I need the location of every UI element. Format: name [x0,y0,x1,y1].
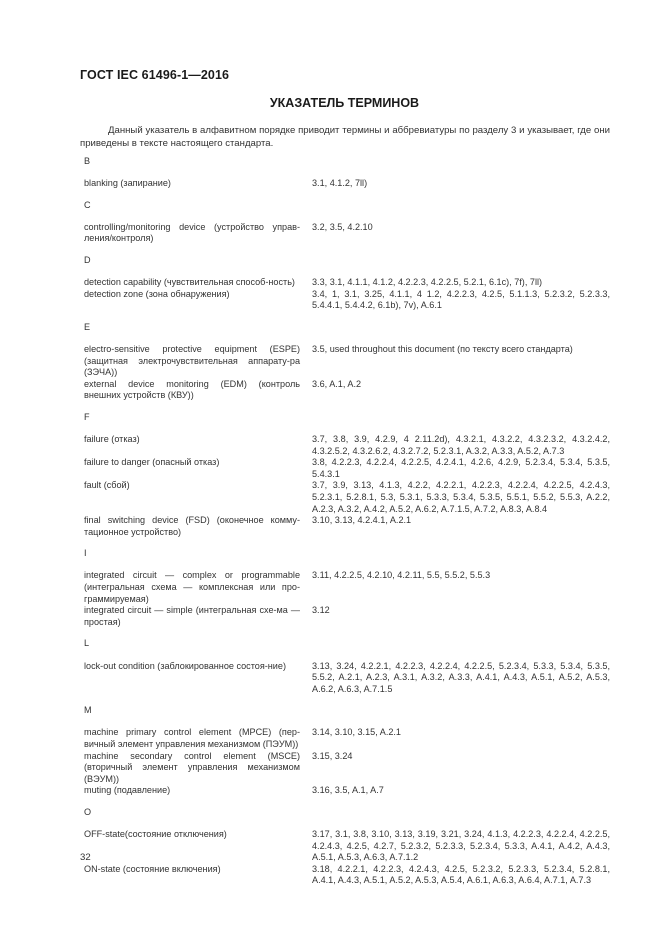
entry-term: controlling/monitoring device (устройство управ-ления/контроля) [84,221,300,244]
entry-refs: 3.4, 1, 3.1, 3.25, 4.1.1, 4 1.2, 4.2.2.3, 4.2.5, 5.1.1.3, 5.2.3.2, 5.2.3.3, 5.4.4.1, 5.4.4.2, 6.1b), 7v), A.6.1 [312,288,610,311]
entry-refs: 3.10, 3.13, 4.2.4.1, A.2.1 [312,515,412,526]
section-letter: F [84,411,90,422]
entry-term: electro-sensitive protective equipment (ESPE) (защитная электрочувствительная аппарату-ра (ЗЭЧА)) [84,343,300,378]
section-letter: D [84,254,91,265]
index-entry [84,379,610,402]
entry-refs: 3.2, 3.5, 4.2.10 [312,221,373,232]
index-entry [84,289,610,312]
index-entry [84,277,610,289]
section-letter: B [84,156,91,166]
entry-refs: 3.5, used throughout this document (по тексту всего стандарта) [312,343,573,354]
entry-term: detection zone (зона обнаружения) [84,288,230,299]
index-section-c [84,200,610,245]
intro-text: Данный указатель в алфавитном порядке приводит термины и аббревиатуры по разделу 3 и указывает, где они приведены в тексте настоящего стандарта. [80,125,610,149]
entry-term: failure to danger (опасный отказ) [84,457,220,468]
index-section-b [84,156,610,190]
index-section-i [84,548,610,628]
page-number: 32 [80,852,91,863]
section-letter: O [84,806,92,817]
index-entry [84,829,610,864]
index-entry [84,570,610,605]
section-letter: M [84,705,92,716]
entry-refs: 3.18, 4.2.2.1, 4.2.2.3, 4.2.4.3, 4.2.5, 5.2.3.2, 5.2.3.3, 5.2.3.4, 5.2.8.1, A.4.1, A.4.3, A.5.1, A.5.2, A.5.3, A.5.4, A.6.1, A.6.3, A.6.4, A.7.1, A.7.3 [312,863,610,886]
index-entry [84,864,610,887]
entry-refs: 3.6, A.1, A.2 [312,378,362,389]
entry-term: ON-state (состояние включения) [84,863,221,874]
index-section-d [84,255,610,312]
index-section-m [84,705,610,797]
entry-refs: 3.16, 3.5, A.1, A.7 [312,785,384,796]
entry-term: machine secondary control element (MSCE) (вторичный элемент управления механизмом (ВЭУМ)) [84,750,300,784]
index-section-f [84,412,610,538]
index-entry [84,727,610,750]
entry-refs: 3.13, 3.24, 4.2.2.1, 4.2.2.3, 4.2.2.4, 4.2.2.5, 5.2.3.4, 5.3.3, 5.3.4, 5.3.5, 5.5.2, A.2.1, A.2.3, A.3.1, A.3.2, A.3.3, A.4.1, A.4.3, A.5.1, A.5.2, A.5.3, A.6.2, A.6.3, A.7.1.5 [312,660,610,694]
entry-term: OFF-state(состояние отключения) [84,829,227,840]
entry-refs: 3.1, 4.1.2, 7ll) [312,178,368,189]
entry-refs: 3.7, 3.8, 3.9, 4.2.9, 4 2.11.2d), 4.3.2.1, 4.3.2.2, 4.3.2.3.2, 4.3.2.4.2, 4.3.2.5.2, 4.3.2.6.2, 4.3.2.7.2, 5.2.3.1, A.3.2, A.3.3, A.5.2, A.7.3 [312,434,610,456]
entry-refs: 3.17, 3.1, 3.8, 3.10, 3.13, 3.19, 3.21, 3.24, 4.1.3, 4.2.2.3, 4.2.2.4, 4.2.2.5, 4.2.4.3, 4.2.5, 4.2.7, 5.2.3.2, 5.2.3.3, 5.2.3.4, 5.3.3, A.4.1, A.4.2, A.4.3, A.5.1, A.5.3, A.6.3, A.7.1.2 [312,829,610,863]
entry-term: integrated circuit — complex or programmable (интегральная схема — комплексная или про-граммируемая) [84,570,300,604]
section-letter: I [84,548,87,559]
index-entry [84,515,610,538]
section-letter: E [84,321,91,332]
index-entry [84,480,610,515]
entry-refs: 3.11, 4.2.2.5, 4.2.10, 4.2.11, 5.5, 5.5.2, 5.5.3 [312,570,491,581]
index-section-l [84,638,610,695]
entry-term: final switching device (FSD) (оконечное комму-тационное устройство) [84,515,300,537]
entry-term: external device monitoring (EDM) (контроль внешних устройств (КВУ)) [84,378,300,401]
terms-index [84,156,610,897]
entry-refs: 3.3, 3.1, 4.1.1, 4.1.2, 4.2.2.3, 4.2.2.5, 5.2.1, 6.1c), 7f), 7ll) [312,277,543,288]
index-entry [84,222,610,245]
index-entry [84,785,610,797]
entry-term: muting (подавление) [84,785,171,796]
entry-refs: 3.7, 3.9, 3.13, 4.1.3, 4.2.2, 4.2.2.1, 4.2.2.3, 4.2.2.4, 4.2.2.5, 4.2.4.3, 5.2.3.1, 5.2.8.1, 5.3, 5.3.1, 5.3.3, 5.3.4, 5.3.5, 5.5.1, 5.5.2, 5.5.3, A.2.2, A.2.3, A.3.2, A.4.2, A.5.2, A.6.2, A.7.1.5, A.7.2, A.8.3, A.8.4 [312,480,610,514]
index-entry [84,344,610,379]
entry-term: machine primary control element (MPCE) (пер-вичный элемент управления механизмом (ПЭУМ)) [84,727,300,749]
entry-refs: 3.12 [312,605,330,616]
index-entry [84,661,610,696]
entry-refs: 3.15, 3.24 [312,750,353,761]
entry-term: fault (сбой) [84,480,130,491]
page-title: УКАЗАТЕЛЬ ТЕРМИНОВ [269,96,420,110]
section-letter: C [84,199,91,210]
entry-refs: 3.14, 3.10, 3.15, A.2.1 [312,727,401,738]
entry-term: detection capability (чувствительная способ-ность) [84,277,295,288]
section-letter: L [84,638,90,649]
entry-term: failure (отказ) [84,434,140,444]
index-entry [84,605,610,628]
index-entry [84,751,610,786]
intro-paragraph [80,124,610,150]
entry-term: lock-out condition (заблокированное состоя-ние) [84,660,286,671]
index-section-o [84,807,610,887]
index-entry [84,178,610,190]
index-entry [84,434,610,457]
index-section-e [84,322,610,402]
entry-refs: 3.8, 4.2.2.3, 4.2.2.4, 4.2.2.5, 4.2.4.1, 4.2.6, 4.2.9, 5.2.3.4, 5.3.4, 5.3.5, 5.4.3.1 [312,457,610,479]
document-id: ГОСТ IEC 61496-1—2016 [80,68,230,82]
index-entry [84,457,610,480]
entry-term: integrated circuit — simple (интегральная схе-ма — простая) [84,605,300,627]
entry-term: blanking (запирание) [84,178,171,189]
